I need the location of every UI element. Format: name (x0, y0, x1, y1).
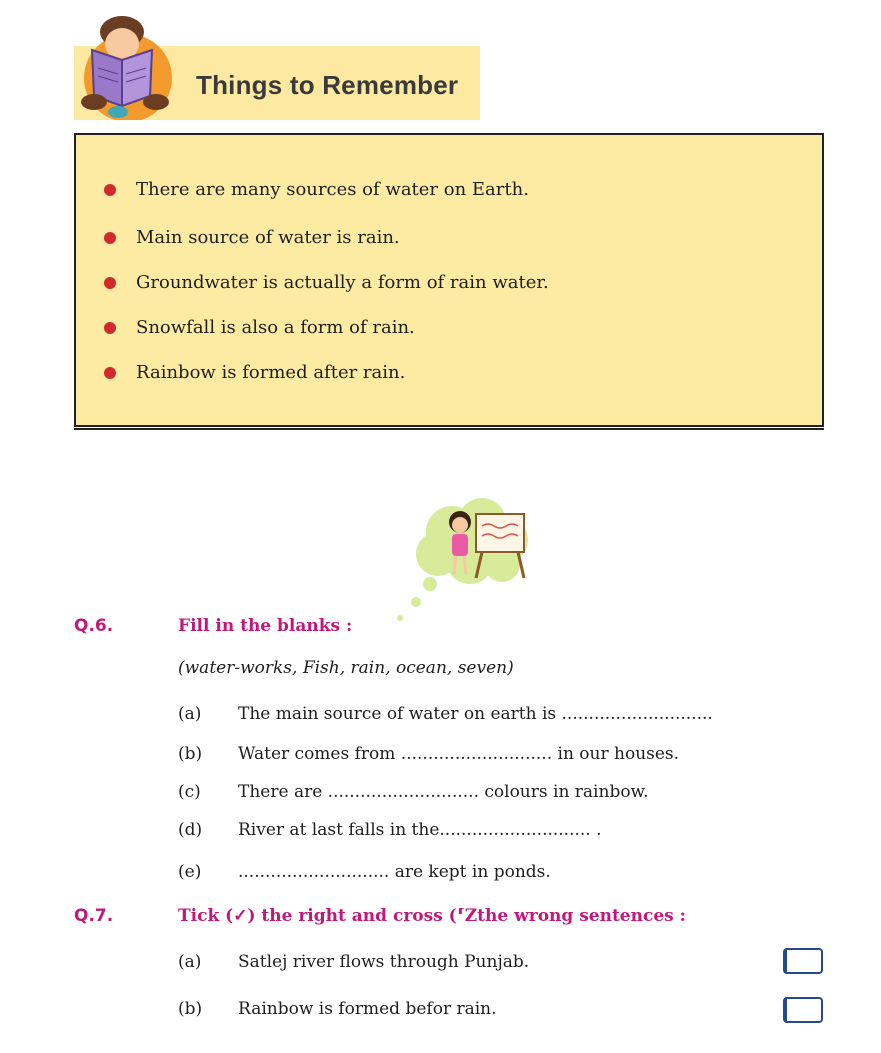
fill-blank-sentence: There are ............................ colours in rainbow. (238, 782, 649, 802)
tick-cross-sentence: Satlej river flows through Punjab. (238, 952, 530, 972)
fill-blank-sentence: ............................ are kept in ponds. (238, 862, 551, 882)
word-hint: (water-works, Fish, rain, ocean, seven) (178, 658, 514, 678)
question-heading: Tick (✓) the right and cross (⸢Zthe wrong sentences : (178, 906, 686, 926)
bullet-icon (104, 322, 116, 334)
list-item-text: Snowfall is also a form of rain. (136, 317, 415, 338)
list-item-text: There are many sources of water on Earth. (136, 179, 529, 200)
fill-blank-sentence: River at last falls in the............................ . (238, 820, 602, 840)
remember-box (74, 133, 824, 427)
question-heading: Fill in the blanks : (178, 616, 353, 636)
bullet-icon (104, 277, 116, 289)
item-label: (b) (178, 744, 203, 764)
item-label: (c) (178, 782, 201, 802)
item-label: (d) (178, 820, 203, 840)
divider (74, 428, 824, 430)
list-item-text: Groundwater is actually a form of rain water. (136, 272, 549, 293)
fill-blank-sentence: Water comes from ............................ in our houses. (238, 744, 680, 764)
answer-checkbox[interactable] (783, 948, 823, 974)
question-number: Q.6. (74, 616, 114, 636)
bullet-icon (104, 232, 116, 244)
bullet-icon (104, 184, 116, 196)
list-item-text: Rainbow is formed after rain. (136, 362, 406, 383)
item-label: (b) (178, 999, 203, 1019)
bullet-icon (104, 367, 116, 379)
item-label: (e) (178, 862, 202, 882)
item-label: (a) (178, 952, 202, 972)
girl-at-easel-illustration (392, 492, 538, 626)
question-number: Q.7. (74, 906, 114, 926)
answer-checkbox[interactable] (783, 997, 823, 1023)
tick-cross-sentence: Rainbow is formed befor rain. (238, 999, 497, 1019)
boy-reading-book-illustration (72, 10, 182, 120)
list-item-text: Main source of water is rain. (136, 227, 400, 248)
item-label: (a) (178, 704, 202, 724)
fill-blank-sentence: The main source of water on earth is ............................ (238, 704, 713, 724)
section-title: Things to Remember (196, 70, 459, 100)
